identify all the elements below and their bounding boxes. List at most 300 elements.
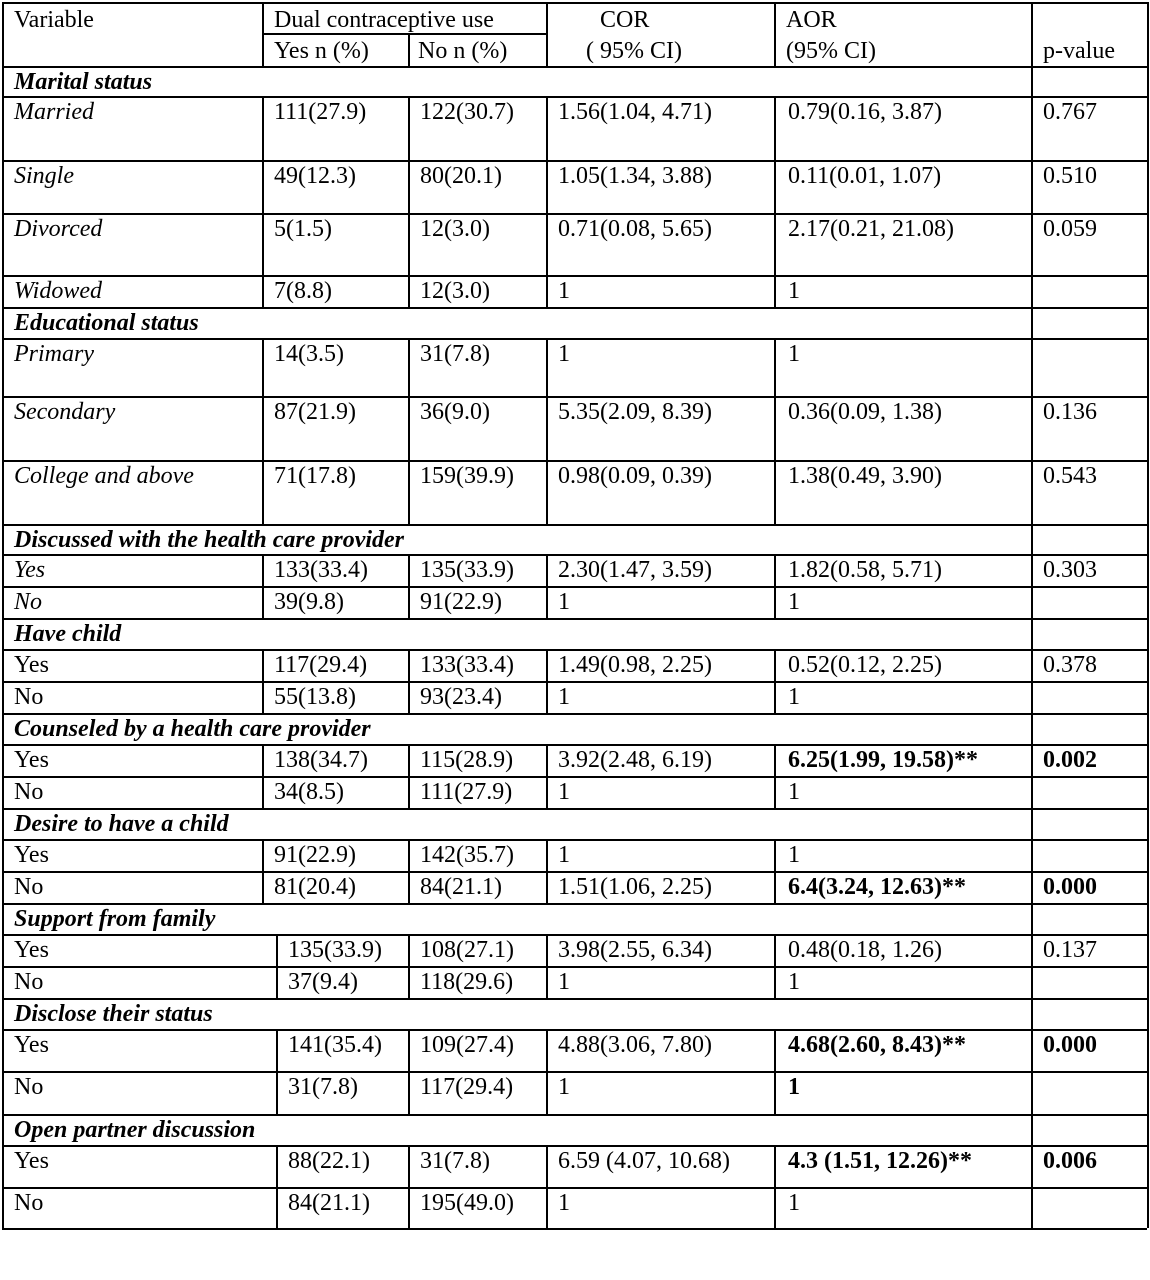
col-rule [262,649,264,681]
col-rule [2,649,4,681]
cell-yes: 37(9.4) [288,969,358,995]
header-sub-rule [262,33,548,35]
cell-pvalue: 0.000 [1043,874,1097,900]
col-rule [774,1071,776,1114]
row-label: Yes [14,1032,49,1058]
col-rule [408,96,410,160]
row-label: Primary [14,341,94,367]
col-rule [546,871,548,903]
col-rule [1031,554,1033,586]
col-rule [2,524,4,554]
col-rule [546,213,548,275]
col-rule [1031,681,1033,713]
col-rule [1147,966,1149,998]
col-rule [1031,776,1033,808]
cell-cor: 1 [558,779,570,805]
col-rule [408,1145,410,1187]
cell-cor: 1.05(1.34, 3.88) [558,163,712,189]
col-rule [262,681,264,713]
section-title: Desire to have a child [14,811,229,837]
row-rule [2,713,1147,715]
col-rule [774,839,776,871]
col-rule [2,96,4,160]
col-rule [276,1029,278,1071]
cell-aor: 1.82(0.58, 5.71) [788,557,942,583]
section-title: Discussed with the health care provider [14,527,405,553]
col-rule [276,1071,278,1114]
col-rule [546,1071,548,1114]
col-rule [2,213,4,275]
cell-aor: 6.4(3.24, 12.63)** [788,874,966,900]
row-label: Yes [14,747,49,773]
col-rule [2,396,4,460]
col-rule [546,586,548,618]
cell-aor: 1.38(0.49, 3.90) [788,463,942,489]
col-rule [1031,1187,1033,1228]
col-rule [1031,1114,1033,1145]
header-cor-ci: ( 95% CI) [586,38,682,64]
row-label: No [14,874,44,900]
row-rule [2,338,1147,340]
col-rule [774,396,776,460]
cell-yes: 111(27.9) [274,99,367,125]
cell-cor: 1 [558,842,570,868]
cell-aor: 1 [788,278,800,304]
col-rule [1147,1145,1149,1187]
row-rule [2,808,1147,810]
row-rule [2,649,1147,651]
header-col-rule [1147,2,1149,66]
row-rule [2,1029,1147,1031]
header-col-rule [2,2,4,66]
row-label: Divorced [14,216,103,242]
row-label: No [14,589,43,615]
col-rule [262,871,264,903]
cell-yes: 31(7.8) [288,1074,358,1100]
col-rule [408,213,410,275]
col-rule [1031,160,1033,213]
cell-no: 159(39.9) [420,463,514,489]
row-label: No [14,1190,44,1216]
row-rule [2,1114,1147,1116]
col-rule [2,871,4,903]
col-rule [774,586,776,618]
header-aor-ci: (95% CI) [786,38,876,64]
row-label: Yes [14,842,49,868]
row-rule [2,160,1147,162]
col-rule [1147,524,1149,554]
section-title: Have child [14,621,122,647]
row-rule [2,213,1147,215]
col-rule [774,681,776,713]
cell-cor: 0.98(0.09, 0.39) [558,463,712,489]
col-rule [774,554,776,586]
col-rule [1031,966,1033,998]
col-rule [1031,934,1033,966]
cell-aor: 1 [788,779,800,805]
row-rule [2,460,1147,462]
cell-aor: 0.79(0.16, 3.87) [788,99,942,125]
col-rule [774,1029,776,1071]
header-no: No n (%) [418,38,508,64]
col-rule [546,1029,548,1071]
col-rule [546,554,548,586]
col-rule [408,160,410,213]
cell-aor: 1 [788,1190,800,1216]
cell-cor: 6.59 (4.07, 10.68) [558,1148,730,1174]
cell-aor: 0.36(0.09, 1.38) [788,399,942,425]
col-rule [1147,66,1149,96]
col-rule [1031,744,1033,776]
cell-pvalue: 0.543 [1043,463,1097,489]
cell-aor: 1 [788,341,800,367]
col-rule [262,744,264,776]
header-dual-use: Dual contraceptive use [274,7,494,33]
col-rule [546,744,548,776]
cell-yes: 138(34.7) [274,747,368,773]
cell-aor: 1 [788,842,800,868]
cell-cor: 4.88(3.06, 7.80) [558,1032,712,1058]
col-rule [1031,649,1033,681]
cell-aor: 4.3 (1.51, 12.26)** [788,1148,972,1174]
col-rule [1147,618,1149,649]
col-rule [2,1187,4,1228]
header-variable: Variable [14,7,94,33]
col-rule [408,934,410,966]
row-label: No [14,684,44,710]
col-rule [774,1145,776,1187]
cell-pvalue: 0.378 [1043,652,1097,678]
cell-no: 91(22.9) [420,589,502,615]
row-label: Yes [14,557,46,583]
col-rule [1147,1071,1149,1114]
row-rule [2,1228,1147,1230]
cell-pvalue: 0.006 [1043,1148,1097,1174]
row-rule [2,524,1147,526]
row-rule [2,934,1147,936]
row-rule [2,396,1147,398]
cell-yes: 7(8.8) [274,278,332,304]
row-rule [2,1187,1147,1189]
cell-yes: 84(21.1) [288,1190,370,1216]
row-rule [2,275,1147,277]
col-rule [1147,934,1149,966]
cell-no: 93(23.4) [420,684,502,710]
col-rule [408,460,410,524]
col-rule [1031,96,1033,160]
cell-no: 12(3.0) [420,278,490,304]
col-rule [408,681,410,713]
cell-no: 117(29.4) [420,1074,514,1100]
header-pvalue: p-value [1043,38,1115,64]
col-rule [546,1187,548,1228]
cell-yes: 5(1.5) [274,216,332,242]
col-rule [408,1071,410,1114]
col-rule [2,338,4,396]
col-rule [2,998,4,1029]
cell-aor: 4.68(2.60, 8.43)** [788,1032,966,1058]
header-col-rule [408,33,410,66]
cell-no: 142(35.7) [420,842,514,868]
col-rule [546,966,548,998]
col-rule [2,713,4,744]
col-rule [262,275,264,307]
header-col-rule [262,2,264,66]
col-rule [1031,808,1033,839]
col-rule [2,808,4,839]
col-rule [546,934,548,966]
row-label: No [14,779,44,805]
row-rule [2,871,1147,873]
row-rule [2,1071,1147,1073]
cell-no: 122(30.7) [420,99,514,125]
cell-no: 80(20.1) [420,163,502,189]
row-label: Married [14,99,94,125]
col-rule [408,338,410,396]
col-rule [1031,1145,1033,1187]
row-rule [2,586,1147,588]
cell-cor: 1 [558,341,570,367]
header-bottom-rule [2,66,1147,68]
section-title: Marital status [14,69,153,95]
section-title: Open partner discussion [14,1117,256,1143]
col-rule [1031,839,1033,871]
col-rule [408,839,410,871]
col-rule [1031,871,1033,903]
row-rule [2,998,1147,1000]
section-title: Disclose their status [14,1001,213,1027]
cell-pvalue: 0.059 [1043,216,1097,242]
col-rule [1147,275,1149,307]
cell-yes: 55(13.8) [274,684,356,710]
cell-yes: 133(33.4) [274,557,368,583]
col-rule [408,554,410,586]
section-title: Educational status [14,310,199,336]
col-rule [262,96,264,160]
header-col-rule [1031,2,1033,66]
cell-no: 31(7.8) [420,1148,490,1174]
col-rule [1031,66,1033,96]
row-rule [2,966,1147,968]
cell-no: 195(49.0) [420,1190,514,1216]
row-label: Widowed [14,278,102,304]
col-rule [408,1187,410,1228]
col-rule [2,1029,4,1071]
col-rule [1147,808,1149,839]
col-rule [2,618,4,649]
col-rule [546,460,548,524]
row-label: Secondary [14,399,116,425]
row-rule [2,554,1147,556]
col-rule [774,744,776,776]
col-rule [1147,1114,1149,1145]
row-rule [2,1145,1147,1147]
col-rule [1031,524,1033,554]
cell-yes: 88(22.1) [288,1148,370,1174]
row-label: Yes [14,937,49,963]
cell-pvalue: 0.767 [1043,99,1097,125]
col-rule [1147,554,1149,586]
col-rule [262,839,264,871]
table-top-rule [2,2,1147,4]
cell-no: 84(21.1) [420,874,502,900]
col-rule [774,160,776,213]
col-rule [2,66,4,96]
cell-no: 12(3.0) [420,216,490,242]
col-rule [1147,1187,1149,1228]
cell-pvalue: 0.303 [1043,557,1097,583]
cell-no: 111(27.9) [420,779,513,805]
cell-cor: 3.98(2.55, 6.34) [558,937,712,963]
cell-yes: 117(29.4) [274,652,368,678]
col-rule [2,681,4,713]
col-rule [262,396,264,460]
cell-yes: 34(8.5) [274,779,344,805]
header-yes: Yes n (%) [274,38,369,64]
col-rule [1031,713,1033,744]
col-rule [408,744,410,776]
cell-aor: 0.48(0.18, 1.26) [788,937,942,963]
row-rule [2,618,1147,620]
col-rule [2,1114,4,1145]
col-rule [1147,649,1149,681]
row-label: No [14,1074,44,1100]
col-rule [2,586,4,618]
col-rule [1031,618,1033,649]
cell-yes: 91(22.9) [274,842,356,868]
col-rule [262,338,264,396]
cell-yes: 87(21.9) [274,399,356,425]
col-rule [408,586,410,618]
col-rule [1147,160,1149,213]
col-rule [546,396,548,460]
cell-yes: 141(35.4) [288,1032,382,1058]
cell-pvalue: 0.510 [1043,163,1097,189]
col-rule [546,275,548,307]
col-rule [774,776,776,808]
row-rule [2,744,1147,746]
cell-cor: 3.92(2.48, 6.19) [558,747,712,773]
cell-yes: 14(3.5) [274,341,344,367]
row-rule [2,776,1147,778]
col-rule [546,681,548,713]
cell-aor: 6.25(1.99, 19.58)** [788,747,978,773]
cell-no: 108(27.1) [420,937,514,963]
col-rule [1147,744,1149,776]
cell-cor: 5.35(2.09, 8.39) [558,399,712,425]
cell-cor: 1 [558,1190,570,1216]
col-rule [1147,96,1149,160]
col-rule [1031,307,1033,338]
col-rule [1147,903,1149,934]
col-rule [774,871,776,903]
col-rule [774,966,776,998]
cell-aor: 2.17(0.21, 21.08) [788,216,954,242]
cell-cor: 2.30(1.47, 3.59) [558,557,712,583]
col-rule [1031,998,1033,1029]
header-col-rule [546,2,548,66]
col-rule [1147,998,1149,1029]
col-rule [1031,460,1033,524]
col-rule [1031,275,1033,307]
cell-cor: 1.56(1.04, 4.71) [558,99,712,125]
cell-aor: 1 [788,589,800,615]
cell-aor: 1 [788,969,800,995]
col-rule [2,966,4,998]
cell-aor: 0.11(0.01, 1.07) [788,163,942,189]
col-rule [774,96,776,160]
col-rule [1147,307,1149,338]
cell-no: 109(27.4) [420,1032,514,1058]
cell-aor: 1 [788,1074,800,1100]
col-rule [1147,338,1149,396]
row-label: College and above [14,463,194,489]
row-label: Yes [14,1148,49,1174]
col-rule [2,1145,4,1187]
col-rule [1147,839,1149,871]
cell-aor: 0.52(0.12, 2.25) [788,652,942,678]
col-rule [408,649,410,681]
col-rule [1031,1029,1033,1071]
header-col-rule [774,2,776,66]
col-rule [1147,681,1149,713]
col-rule [408,396,410,460]
col-rule [1031,396,1033,460]
col-rule [408,871,410,903]
cell-no: 31(7.8) [420,341,490,367]
col-rule [262,586,264,618]
col-rule [1031,586,1033,618]
row-label: Yes [14,652,49,678]
cell-no: 133(33.4) [420,652,514,678]
cell-pvalue: 0.136 [1043,399,1097,425]
col-rule [1147,213,1149,275]
cell-cor: 1.49(0.98, 2.25) [558,652,712,678]
cell-aor: 1 [788,684,800,710]
section-title: Support from family [14,906,216,932]
col-rule [1147,713,1149,744]
col-rule [546,160,548,213]
cell-yes: 39(9.8) [274,589,344,615]
col-rule [262,213,264,275]
col-rule [2,460,4,524]
col-rule [408,275,410,307]
col-rule [2,744,4,776]
header-aor: AOR [786,7,837,33]
cell-yes: 135(33.9) [288,937,382,963]
cell-cor: 1 [558,589,570,615]
col-rule [1147,1029,1149,1071]
col-rule [262,160,264,213]
col-rule [1031,338,1033,396]
cell-no: 115(28.9) [420,747,514,773]
col-rule [276,1145,278,1187]
cell-cor: 1 [558,969,570,995]
col-rule [546,1145,548,1187]
col-rule [774,460,776,524]
col-rule [408,1029,410,1071]
col-rule [2,934,4,966]
col-rule [546,839,548,871]
cell-cor: 1.51(1.06, 2.25) [558,874,712,900]
col-rule [774,213,776,275]
cell-yes: 81(20.4) [274,874,356,900]
col-rule [546,649,548,681]
cell-cor: 1 [558,684,570,710]
cell-yes: 71(17.8) [274,463,356,489]
col-rule [1147,776,1149,808]
col-rule [1147,460,1149,524]
